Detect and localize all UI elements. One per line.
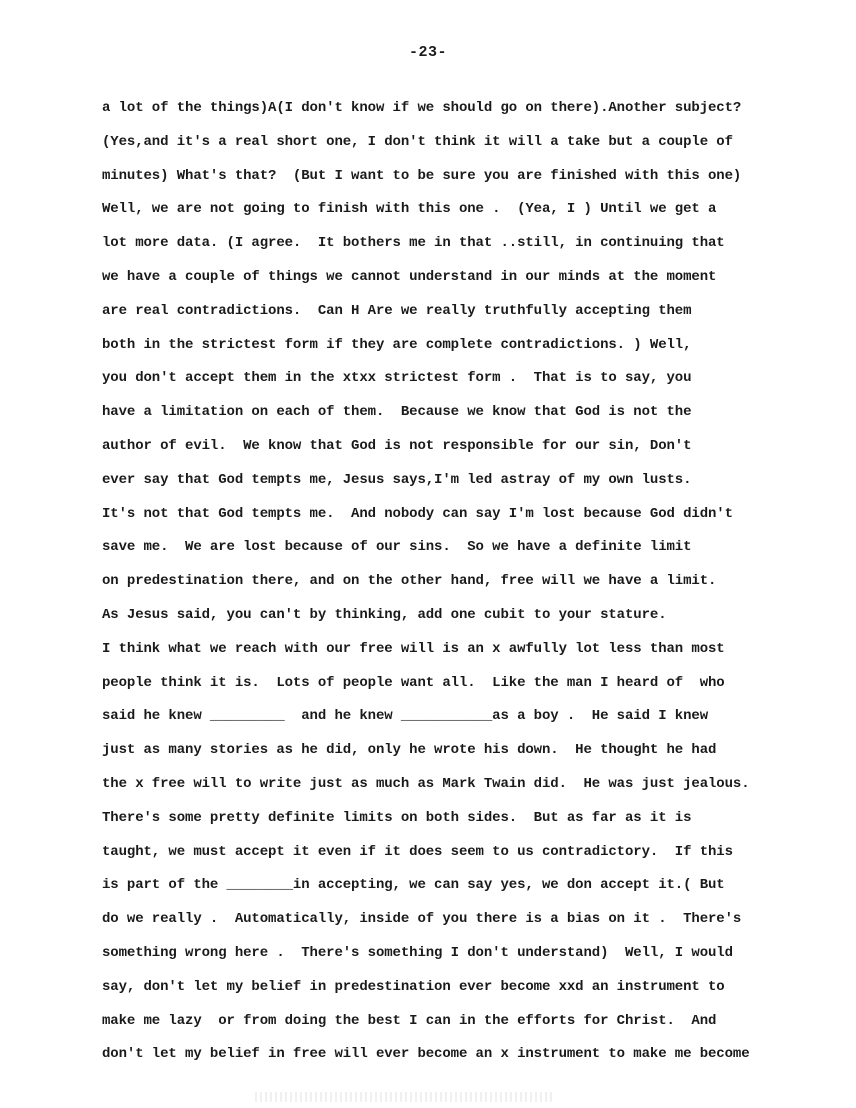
page-number: -23- [408, 44, 447, 61]
text-line: on predestination there, and on the other hand, free will we have a limit. [102, 573, 717, 590]
text-line: just as many stories as he did, only he wrote his down. He thought he had [102, 742, 717, 759]
text-line: lot more data. (I agree. It bothers me in that ..still, in continuing that [102, 235, 725, 252]
text-line: I think what we reach with our free will is an x awfully lot less than most [102, 640, 725, 657]
text-line: There's some pretty definite limits on both sides. But as far as it is [102, 809, 692, 826]
text-line: have a limitation on each of them. Because we know that God is not the [102, 404, 692, 421]
text-line: are real contradictions. Can H Are we really truthfully accepting them [102, 302, 692, 319]
text-line: said he knew _________ and he knew ___________as a boy . He said I knew [102, 708, 709, 725]
text-line: people think it is. Lots of people want all. Like the man I heard of who [102, 674, 725, 691]
text-line: author of evil. We know that God is not responsible for our sin, Don't [102, 437, 692, 454]
text-line: both in the strictest form if they are complete contradictions. ) Well, [102, 336, 692, 353]
text-line: is part of the ________in accepting, we can say yes, we don accept it.( But [102, 877, 725, 894]
text-line: something wrong here . There's something I don't understand) Well, I would [102, 944, 733, 961]
text-line: Well, we are not going to finish with this one . (Yea, I ) Until we get a [102, 201, 717, 218]
scan-artifact [255, 1092, 555, 1102]
text-line: minutes) What's that? (But I want to be sure you are finished with this one) [102, 167, 742, 184]
text-line: don't let my belief in free will ever become an x instrument to make me become [102, 1046, 750, 1063]
text-line: ever say that God tempts me, Jesus says,I'm led astray of my own lusts. [102, 471, 692, 488]
text-line: you don't accept them in the xtxx strictest form . That is to say, you [102, 370, 692, 387]
text-line: do we really . Automatically, inside of you there is a bias on it . There's [102, 911, 742, 928]
text-line: we have a couple of things we cannot understand in our minds at the moment [102, 268, 717, 285]
text-line: It's not that God tempts me. And nobody can say I'm lost because God didn't [102, 505, 733, 522]
text-line: save me. We are lost because of our sins. So we have a definite limit [102, 539, 692, 556]
text-line: say, don't let my belief in predestination ever become xxd an instrument to [102, 978, 725, 995]
text-line: make me lazy or from doing the best I can in the efforts for Christ. And [102, 1012, 717, 1029]
text-line: a lot of the things)A(I don't know if we should go on there).Another subject? [102, 100, 742, 116]
text-line: the x free will to write just as much as Mark Twain did. He was just jealous. [102, 775, 750, 792]
text-line: (Yes,and it's a real short one, I don't think it will a take but a couple of [102, 133, 733, 150]
text-line: taught, we must accept it even if it does seem to us contradictory. If this [102, 843, 733, 860]
body-text [102, 94, 802, 1074]
text-line: As Jesus said, you can't by thinking, add one cubit to your stature. [102, 606, 667, 623]
